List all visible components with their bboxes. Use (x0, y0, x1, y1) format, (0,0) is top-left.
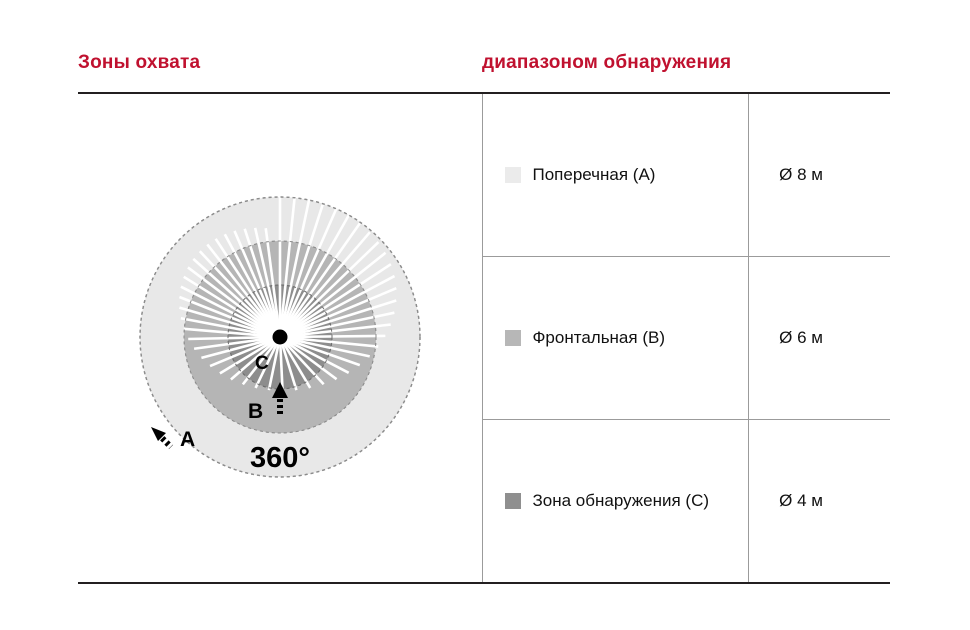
zone-a-arrow (151, 427, 171, 447)
legend-label-a: Поперечная (A) (532, 165, 656, 184)
value-row-a (749, 94, 890, 257)
swatch-zone-c-icon (505, 493, 521, 509)
value-row-b (749, 257, 890, 420)
swatch-zone-b-icon (505, 330, 521, 346)
diagram-column (78, 94, 483, 582)
label-zone-b: B (248, 400, 264, 423)
coverage-diagram-svg (78, 94, 482, 582)
legend-label-c: Зона обнаружения (C) (532, 491, 710, 510)
label-zone-c: C (255, 353, 269, 374)
spec-table (78, 92, 890, 584)
sensor-center-dot (273, 330, 288, 345)
legend-row-b (483, 257, 749, 420)
value-row-c (749, 420, 890, 582)
label-zone-a: A (180, 428, 196, 451)
heading-coverage-zones: Зоны охвата (78, 52, 201, 73)
legend-label-b: Фронтальная (B) (532, 328, 665, 347)
legend-row-a (483, 94, 749, 257)
headings-row (78, 52, 890, 88)
values-column (749, 94, 890, 582)
heading-detection-range: диапазоном обнаружения (482, 52, 732, 73)
swatch-zone-a-icon (505, 167, 521, 183)
value-zone-c: Ø 4 м (779, 491, 823, 510)
legend-row-c (483, 420, 749, 582)
label-angle-360: 360° (250, 442, 310, 474)
value-zone-a: Ø 8 м (779, 165, 823, 184)
coverage-diagram (78, 94, 482, 582)
value-zone-b: Ø 6 м (779, 328, 823, 347)
legend-column (483, 94, 750, 582)
